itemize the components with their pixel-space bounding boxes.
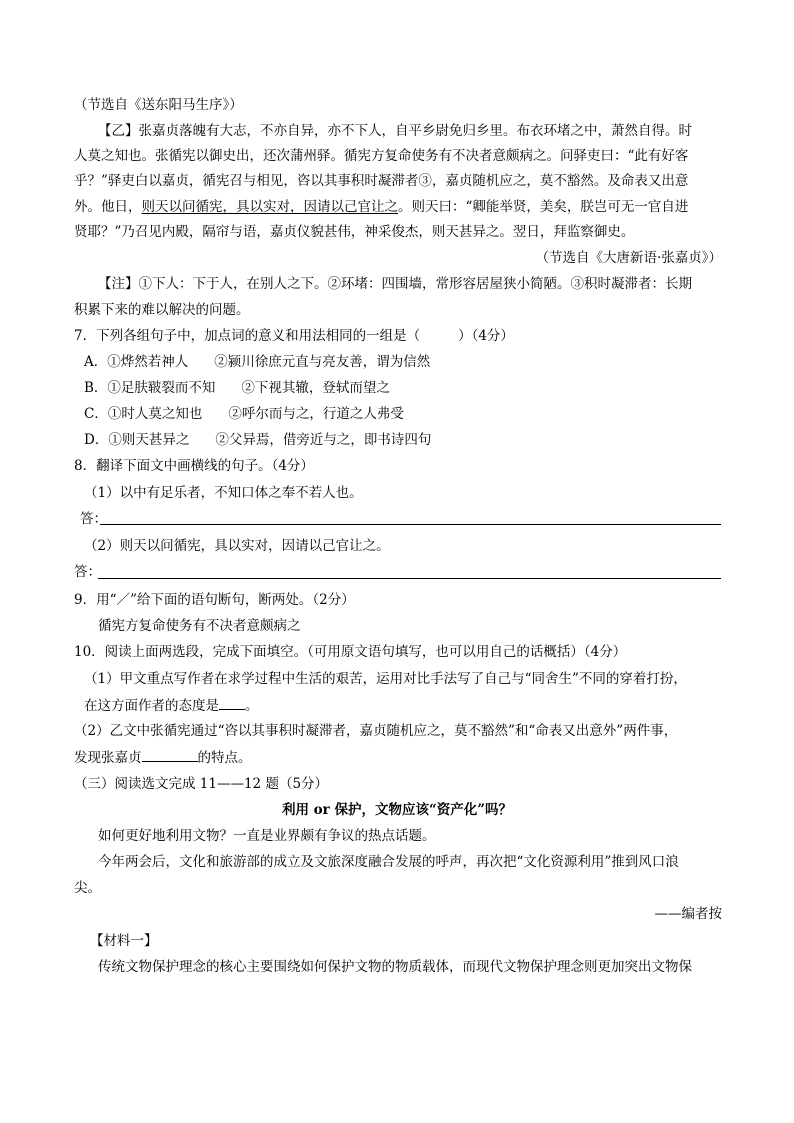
underlined-sentence: 则天以问循宪，具以实对，因请以己官让之 <box>141 199 398 215</box>
question-9-stem: 9．用“／”给下面的语句断句，断两处。（2分） <box>74 592 355 608</box>
yi-paragraph-line <box>74 197 724 217</box>
yi-text: 。则天曰：“卿能举贤，美矣，朕岂可无一官自进 <box>398 199 689 215</box>
q10-p1-text: 在这方面作者的态度是 <box>84 698 219 714</box>
answer-label-1: 答： <box>80 511 107 527</box>
q10-p1-end: 。 <box>245 698 259 714</box>
note-line: 【注】①下人：下于人，在别人之下。②环堵：四围墙，常形容居屋狭小简陋。③积时凝滞者：长期 <box>98 276 692 292</box>
yi-paragraph-line: 人莫之知也。张循宪以御史出，还次蒲州驿。循宪方复命使务有不决者意颇病之。问驿吏曰：“此有好客 <box>74 148 689 164</box>
note-line: 积累下来的难以解决的问题。 <box>74 302 250 318</box>
option-a-2: ②颍川徐庶元直与亮友善，谓为信然 <box>214 354 431 370</box>
option-a-1: A．①烨然若神人 <box>84 354 189 370</box>
q10-part-2-cont <box>74 747 724 768</box>
q10-part-1-cont <box>84 695 734 716</box>
fill-blank-2[interactable] <box>142 747 198 762</box>
option-d-2: ②父异焉，借旁近与之，即书诗四句 <box>215 432 432 448</box>
q8-sentence-1: （1）以中有足乐者，不知口体之奉不若人也。 <box>84 485 363 501</box>
yi-paragraph-line: 【乙】张嘉贞落魄有大志，不亦自异，亦不下人，自平乡尉免归乡里。布衣环堵之中，萧然自得。时 <box>98 123 692 139</box>
source-yi: （节选自《大唐新语·张嘉贞》） <box>535 250 722 266</box>
question-7-stem <box>74 326 724 346</box>
intro-line: 今年两会后，文化和旅游部的成立及文旅深度融合发展的呼声，再次把“文化资源利用”推到风口浪 <box>98 854 679 870</box>
answer-line-1[interactable] <box>100 524 721 525</box>
q10-p2-text: 发现张嘉贞 <box>74 750 142 766</box>
answer-label-2: 答： <box>74 564 101 580</box>
option-b-1: B．①足肤皲裂而不知 <box>84 380 216 396</box>
question-8-stem: 8．翻译下面文中画横线的句子。（4分） <box>74 458 314 474</box>
section-3-heading: （三）阅读选文完成 11——12 题（5分） <box>74 776 329 792</box>
source-jia: （节选自《送东阳马生序》） <box>74 97 243 113</box>
q10-part-1: （1）甲文重点写作者在求学过程中生活的艰苦，运用对比手法写了自己与“同舍生”不同的穿着打扮， <box>84 671 687 687</box>
article-title: 利用 or 保护，文物应该“资产化”吗？ <box>281 802 513 818</box>
q7-stem-text: 7．下列各组句子中，加点词的意义和用法相同的一组是（ <box>74 328 421 344</box>
question-10-stem: 10．阅读上面两选段，完成下面填空。（可用原文语句填写，也可以用自己的话概括）（4分） <box>74 644 627 660</box>
fill-blank-1[interactable] <box>219 695 245 710</box>
yi-paragraph-line: 乎？”驿吏白以嘉贞，循宪召与相见，咨以其事积时凝滞者③，嘉贞随机应之，莫不豁然。及命表又出意 <box>74 173 689 189</box>
editor-note: ——编者按 <box>654 906 722 922</box>
q10-p2-end: 的特点。 <box>197 750 252 766</box>
option-c-1: C．①时人莫之知也 <box>84 406 203 422</box>
option-d <box>84 430 734 450</box>
q8-sentence-2: （2）则天以问循宪，具以实对，因请以己官让之。 <box>84 538 390 554</box>
answer-line-2[interactable] <box>98 578 721 579</box>
option-c-2: ②呼尔而与之，行道之人弗受 <box>228 406 404 422</box>
q10-part-2: （2）乙文中张循宪通过“咨以其事积时凝滞者，嘉贞随机应之，莫不豁然”和“命表又出意外”两件事， <box>74 723 678 739</box>
yi-text: 外。他日， <box>74 199 142 215</box>
material-1-line: 传统文物保护理念的核心主要围绕如何保护文物的物质载体，而现代文物保护理念则更加突出文物保 <box>98 959 692 975</box>
option-d-1: D．①则天甚异之 <box>84 432 190 448</box>
option-c <box>84 404 734 424</box>
option-a <box>84 352 734 372</box>
option-b <box>84 378 734 398</box>
intro-line: 如何更好地利用文物？一直是业界颇有争议的热点话题。 <box>98 828 436 844</box>
option-b-2: ②下视其辙，登轼而望之 <box>241 380 390 396</box>
yi-paragraph-line: 贤耶？”乃召见内殿，隔帘与语，嘉贞仪貌甚伟，神采俊杰，则天甚异之。翌日，拜监察御史。 <box>74 224 635 240</box>
q9-text: 循宪方复命使务有不决者意颇病之 <box>98 618 301 634</box>
material-1-label: 【材料一】 <box>90 933 158 949</box>
q7-score: ）（4分） <box>458 328 514 344</box>
intro-line: 尖。 <box>74 880 101 896</box>
